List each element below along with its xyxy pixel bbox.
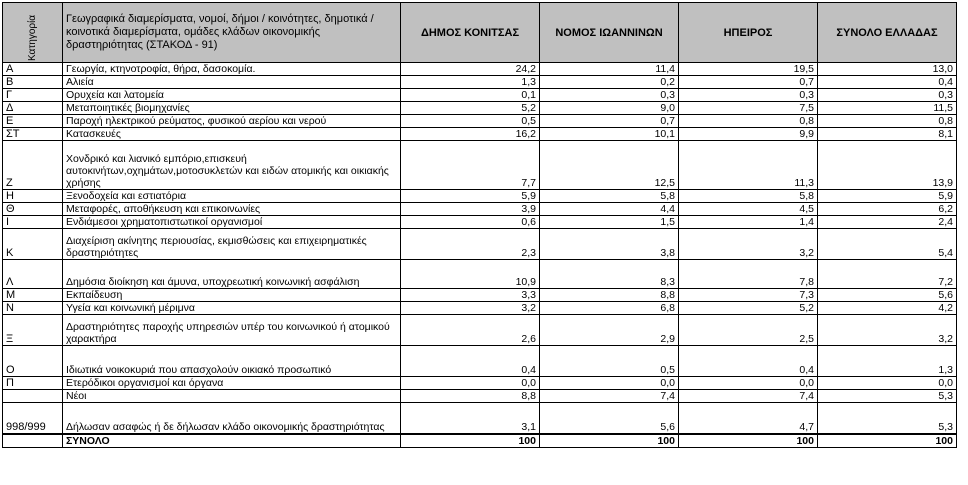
category-cell: Ν <box>3 302 63 315</box>
value-epirus-cell: 0,0 <box>679 377 818 390</box>
value-ioannina-cell: 3,8 <box>540 229 679 260</box>
total-row <box>3 434 957 448</box>
description-cell: Αλιεία <box>63 76 401 89</box>
value-konitsa-cell: 0,0 <box>401 377 540 390</box>
value-epirus-cell: 5,8 <box>679 190 818 203</box>
value-ioannina-cell: 0,7 <box>540 115 679 128</box>
description-cell: Δήλωσαν ασαφώς ή δε δήλωσαν κλάδο οικονομικής δραστηριότητας <box>63 403 401 434</box>
category-cell: Κ <box>3 229 63 260</box>
description-cell: Μεταφορές, αποθήκευση και επικοινωνίες <box>63 203 401 216</box>
value-epirus-cell: 9,9 <box>679 128 818 141</box>
description-cell: Χονδρικό και λιανικό εμπόριο,επισκευή αυτοκινήτων,οχημάτων,μοτοσυκλετών και ειδών ατομικής και οικιακής χρήσης <box>63 141 401 190</box>
value-epirus-cell: 4,5 <box>679 203 818 216</box>
total-epirus-cell: 100 <box>679 434 818 448</box>
header-category-label: Κατηγορία <box>26 14 38 61</box>
header-category <box>3 3 63 63</box>
description-cell: Μεταποιητικές βιομηχανίες <box>63 102 401 115</box>
value-konitsa-cell: 10,9 <box>401 260 540 289</box>
statistics-table <box>2 2 957 448</box>
table-row <box>3 302 957 315</box>
table-row <box>3 216 957 229</box>
value-greece-cell: 3,2 <box>818 315 957 346</box>
value-epirus-cell: 7,5 <box>679 102 818 115</box>
value-greece-cell: 13,9 <box>818 141 957 190</box>
total-label-cell: ΣΥΝΟΛΟ <box>63 434 401 448</box>
table-row <box>3 229 957 260</box>
header-col-epirus: ΗΠΕΙΡΟΣ <box>679 3 818 63</box>
total-konitsa-cell: 100 <box>401 434 540 448</box>
category-cell: ΣΤ <box>3 128 63 141</box>
description-cell: Υγεία και κοινωνική μέριμνα <box>63 302 401 315</box>
value-epirus-cell: 0,8 <box>679 115 818 128</box>
table-row <box>3 190 957 203</box>
value-epirus-cell: 0,7 <box>679 76 818 89</box>
value-ioannina-cell: 1,5 <box>540 216 679 229</box>
table-row <box>3 89 957 102</box>
category-cell: Π <box>3 377 63 390</box>
value-greece-cell: 2,4 <box>818 216 957 229</box>
header-description: Γεωγραφικά διαμερίσματα, νομοί, δήμοι / κοινότητες, δημοτικά / κοινοτικά διαμερίσματα, ομάδες κλάδων οικονομικής δραστηριότητας (ΣΤΑΚΟΔ - 91) <box>63 3 401 63</box>
value-ioannina-cell: 5,6 <box>540 403 679 434</box>
value-ioannina-cell: 0,5 <box>540 346 679 377</box>
value-konitsa-cell: 0,5 <box>401 115 540 128</box>
table-row <box>3 403 957 434</box>
value-greece-cell: 13,0 <box>818 63 957 76</box>
value-epirus-cell: 2,5 <box>679 315 818 346</box>
value-greece-cell: 5,3 <box>818 403 957 434</box>
table-row <box>3 260 957 289</box>
total-ioannina-cell: 100 <box>540 434 679 448</box>
value-ioannina-cell: 8,3 <box>540 260 679 289</box>
category-cell: Ζ <box>3 141 63 190</box>
value-konitsa-cell: 0,1 <box>401 89 540 102</box>
category-cell: 998/999 <box>3 403 63 434</box>
description-cell: Δραστηριότητες παροχής υπηρεσιών υπέρ του κοινωνικού ή ατομικού χαρακτήρα <box>63 315 401 346</box>
category-cell: Η <box>3 190 63 203</box>
value-konitsa-cell: 3,2 <box>401 302 540 315</box>
table-row <box>3 102 957 115</box>
description-cell: Κατασκευές <box>63 128 401 141</box>
value-epirus-cell: 0,3 <box>679 89 818 102</box>
value-epirus-cell: 19,5 <box>679 63 818 76</box>
value-greece-cell: 11,5 <box>818 102 957 115</box>
value-konitsa-cell: 0,6 <box>401 216 540 229</box>
total-greece-cell: 100 <box>818 434 957 448</box>
value-greece-cell: 5,6 <box>818 289 957 302</box>
value-greece-cell: 5,4 <box>818 229 957 260</box>
value-ioannina-cell: 5,8 <box>540 190 679 203</box>
value-ioannina-cell: 9,0 <box>540 102 679 115</box>
value-konitsa-cell: 2,6 <box>401 315 540 346</box>
category-cell: Λ <box>3 260 63 289</box>
description-cell: Δημόσια διοίκηση και άμυνα, υποχρεωτική κοινωνική ασφάλιση <box>63 260 401 289</box>
value-greece-cell: 0,4 <box>818 76 957 89</box>
value-epirus-cell: 4,7 <box>679 403 818 434</box>
value-greece-cell: 1,3 <box>818 346 957 377</box>
value-ioannina-cell: 11,4 <box>540 63 679 76</box>
total-category-cell <box>3 434 63 448</box>
category-cell: Γ <box>3 89 63 102</box>
description-cell: Παροχή ηλεκτρικού ρεύματος, φυσικού αερίου και νερού <box>63 115 401 128</box>
value-konitsa-cell: 5,9 <box>401 190 540 203</box>
description-cell: Νέοι <box>63 390 401 403</box>
header-col-greece: ΣΥΝΟΛΟ ΕΛΛΑΔΑΣ <box>818 3 957 63</box>
table-row <box>3 141 957 190</box>
category-cell <box>3 390 63 403</box>
description-cell: Ιδιωτικά νοικοκυριά που απασχολούν οικιακό προσωπικό <box>63 346 401 377</box>
category-cell: Ι <box>3 216 63 229</box>
value-epirus-cell: 0,4 <box>679 346 818 377</box>
value-epirus-cell: 7,8 <box>679 260 818 289</box>
value-konitsa-cell: 0,4 <box>401 346 540 377</box>
description-cell: Ξενοδοχεία και εστιατόρια <box>63 190 401 203</box>
value-greece-cell: 0,8 <box>818 115 957 128</box>
category-cell: Β <box>3 76 63 89</box>
value-ioannina-cell: 2,9 <box>540 315 679 346</box>
value-konitsa-cell: 7,7 <box>401 141 540 190</box>
table-row <box>3 315 957 346</box>
value-greece-cell: 5,9 <box>818 190 957 203</box>
table-row <box>3 390 957 403</box>
value-greece-cell: 4,2 <box>818 302 957 315</box>
category-cell: Ο <box>3 346 63 377</box>
value-greece-cell: 5,3 <box>818 390 957 403</box>
value-konitsa-cell: 5,2 <box>401 102 540 115</box>
value-konitsa-cell: 1,3 <box>401 76 540 89</box>
table-row <box>3 63 957 76</box>
category-cell: Ξ <box>3 315 63 346</box>
value-ioannina-cell: 6,8 <box>540 302 679 315</box>
value-konitsa-cell: 24,2 <box>401 63 540 76</box>
table-row <box>3 115 957 128</box>
value-ioannina-cell: 0,0 <box>540 377 679 390</box>
value-epirus-cell: 5,2 <box>679 302 818 315</box>
value-konitsa-cell: 16,2 <box>401 128 540 141</box>
value-epirus-cell: 1,4 <box>679 216 818 229</box>
description-cell: Διαχείριση ακίνητης περιουσίας, εκμισθώσεις και επιχειρηματικές δραστηριότητες <box>63 229 401 260</box>
description-cell: Ετερόδικοι οργανισμοί και όργανα <box>63 377 401 390</box>
value-ioannina-cell: 7,4 <box>540 390 679 403</box>
value-konitsa-cell: 3,3 <box>401 289 540 302</box>
value-epirus-cell: 7,4 <box>679 390 818 403</box>
table-row <box>3 346 957 377</box>
category-cell: Μ <box>3 289 63 302</box>
table-row <box>3 76 957 89</box>
value-konitsa-cell: 8,8 <box>401 390 540 403</box>
value-epirus-cell: 11,3 <box>679 141 818 190</box>
value-ioannina-cell: 4,4 <box>540 203 679 216</box>
value-greece-cell: 0,3 <box>818 89 957 102</box>
description-cell: Ενδιάμεσοι χρηματοπιστωτικοί οργανισμοί <box>63 216 401 229</box>
value-greece-cell: 7,2 <box>818 260 957 289</box>
value-ioannina-cell: 8,8 <box>540 289 679 302</box>
category-cell: Α <box>3 63 63 76</box>
table-row <box>3 203 957 216</box>
value-epirus-cell: 7,3 <box>679 289 818 302</box>
value-ioannina-cell: 10,1 <box>540 128 679 141</box>
header-col-konitsa: ΔΗΜΟΣ ΚΟΝΙΤΣΑΣ <box>401 3 540 63</box>
value-greece-cell: 8,1 <box>818 128 957 141</box>
description-cell: Γεωργία, κτηνοτροφία, θήρα, δασοκομία. <box>63 63 401 76</box>
table-row <box>3 128 957 141</box>
value-greece-cell: 6,2 <box>818 203 957 216</box>
header-col-ioannina: ΝΟΜΟΣ ΙΩΑΝΝΙΝΩΝ <box>540 3 679 63</box>
header-row <box>3 3 957 63</box>
table-row <box>3 289 957 302</box>
category-cell: Θ <box>3 203 63 216</box>
value-epirus-cell: 3,2 <box>679 229 818 260</box>
value-greece-cell: 0,0 <box>818 377 957 390</box>
description-cell: Εκπαίδευση <box>63 289 401 302</box>
description-cell: Ορυχεία και λατομεία <box>63 89 401 102</box>
value-ioannina-cell: 0,3 <box>540 89 679 102</box>
value-konitsa-cell: 3,1 <box>401 403 540 434</box>
table-row <box>3 377 957 390</box>
category-cell: Δ <box>3 102 63 115</box>
value-ioannina-cell: 12,5 <box>540 141 679 190</box>
value-konitsa-cell: 3,9 <box>401 203 540 216</box>
category-cell: Ε <box>3 115 63 128</box>
value-konitsa-cell: 2,3 <box>401 229 540 260</box>
value-ioannina-cell: 0,2 <box>540 76 679 89</box>
